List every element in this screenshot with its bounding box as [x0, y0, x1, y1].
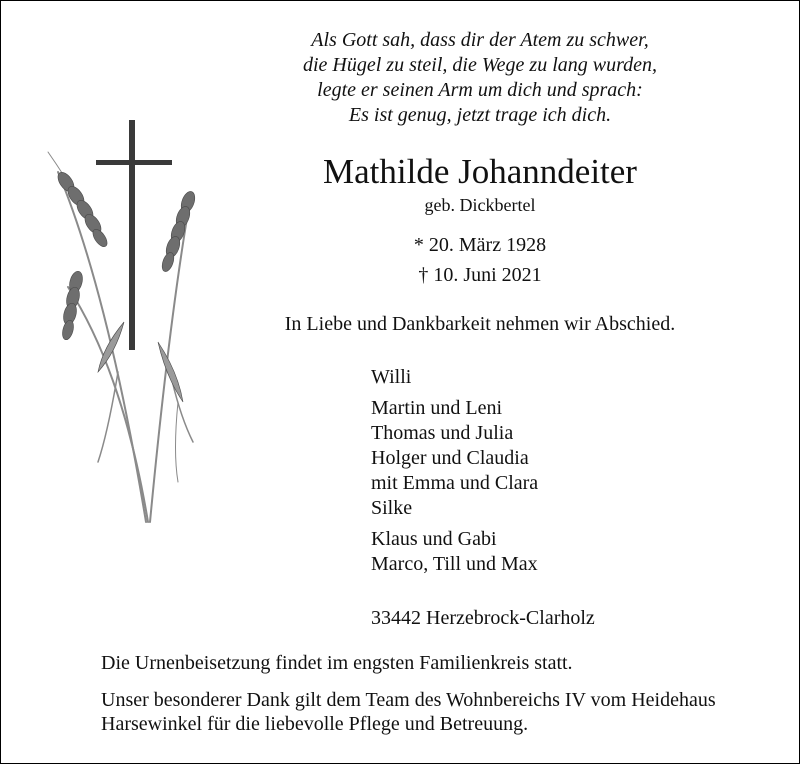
poem-line: Es ist genug, jetzt trage ich dich.	[348, 104, 612, 126]
burial-notice: Die Urnenbeisetzung findet im engsten Familienkreis statt.	[101, 652, 573, 674]
mourner-group	[371, 365, 538, 390]
thanks-line: Unser besonderer Dank gilt dem Team des Wohnbereichs IV vom Heidehaus	[101, 689, 716, 711]
thanks-line: Harsewinkel für die liebevolle Pflege und Betreuung.	[101, 713, 529, 735]
deceased-name: Mathilde Johanndeiter	[323, 152, 637, 191]
mourner-line: Willi	[371, 366, 412, 388]
death-date: † 10. Juni 2021	[418, 264, 542, 286]
mourner-line: mit Emma und Clara	[371, 472, 539, 494]
cross-with-wheat-icon	[28, 112, 228, 532]
mourner-line: Martin und Leni	[371, 397, 503, 419]
birth-name: geb. Dickbertel	[424, 195, 536, 215]
poem-line: legte er seinen Arm um dich und sprach:	[317, 79, 643, 101]
mourner-group	[371, 527, 538, 577]
birth-date: * 20. März 1928	[413, 234, 547, 256]
mourners-list	[371, 365, 538, 583]
farewell-text: In Liebe und Dankbarkeit nehmen wir Abschied.	[284, 313, 676, 335]
mourner-line: Silke	[371, 497, 413, 519]
cross	[96, 120, 172, 350]
place: 33442 Herzebrock-Clarholz	[371, 607, 595, 629]
poem-line: die Hügel zu steil, die Wege zu lang wurden,	[302, 54, 658, 76]
poem-line: Als Gott sah, dass dir der Atem zu schwer,	[311, 29, 649, 51]
mourner-line: Marco, Till und Max	[371, 553, 538, 575]
mourner-group	[371, 396, 538, 521]
mourner-line: Holger und Claudia	[371, 447, 529, 469]
poem	[270, 28, 690, 128]
thanks-text	[101, 688, 761, 736]
mourner-line: Klaus und Gabi	[371, 528, 497, 550]
mourner-line: Thomas und Julia	[371, 422, 514, 444]
